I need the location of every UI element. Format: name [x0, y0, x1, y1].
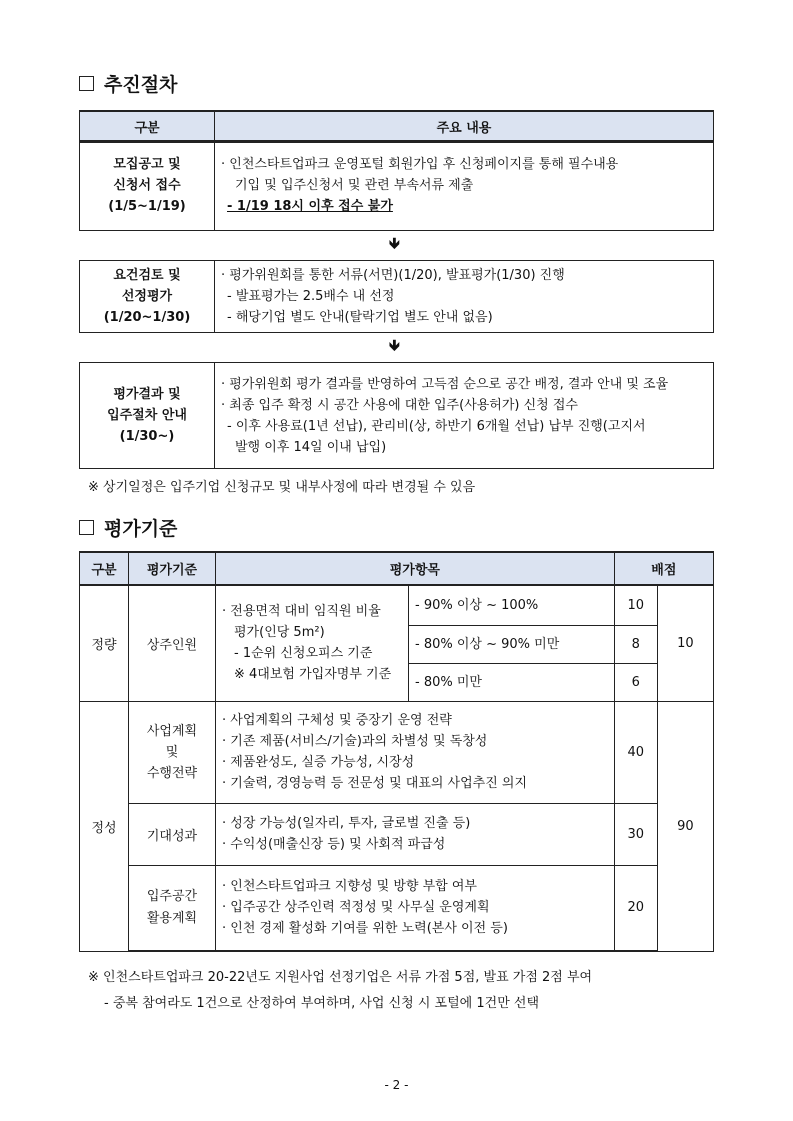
- table-row: [80, 803, 714, 865]
- step-label: 요건검토 및 선정평가 (1/20~1/30): [80, 261, 215, 333]
- bonus-note: ※ 인천스타트업파크 20-22년도 지원사업 선정기업은 서류 가점 5점, 발표 가점 2점 부여: [88, 970, 593, 985]
- range-score: 6: [614, 663, 657, 701]
- section-title-criteria: [79, 514, 177, 541]
- range-score: 8: [614, 625, 657, 663]
- quant-description: · 전용면적 대비 임직원 비율 평가(인당 5m²) - 1순위 신청오피스 기준 ※ 4대보험 가입자명부 기준: [216, 585, 409, 701]
- header-items: 평가항목: [216, 552, 615, 585]
- criterion-space-plan: 입주공간 활용계획: [129, 865, 216, 951]
- range-score: 10: [614, 585, 657, 625]
- criterion-score: 40: [614, 701, 657, 803]
- procedure-step-1: [79, 140, 714, 231]
- table-row: [80, 585, 714, 625]
- category-qual: 정성: [80, 701, 129, 951]
- checkbox-square-icon: [79, 76, 94, 91]
- section-title-text: 평가기준: [104, 518, 178, 540]
- criterion-expected-outcome: 기대성과: [129, 803, 216, 865]
- header-content: 주요 내용: [215, 111, 714, 142]
- quant-total: 10: [657, 585, 713, 701]
- header-criterion: 평가기준: [129, 552, 216, 585]
- section-title-procedure: [79, 70, 177, 97]
- evaluation-table: [79, 551, 714, 952]
- checkbox-square-icon: [79, 520, 94, 535]
- step-body: · 평가위원회 평가 결과를 반영하여 고득점 순으로 공간 배정, 결과 안내 및 조율 · 최종 입주 확정 시 공간 사용에 대한 입주(사용허가) 신청 접수 - 이후 사용료(1년 선납), 관리비(상, 하반기 6개월 선납) 납부 진행(고지서 발행 이후 14일 이내 납입): [215, 363, 714, 469]
- range-label: - 90% 이상 ~ 100%: [409, 585, 615, 625]
- criterion-business-plan: 사업계획 및 수행전략: [129, 701, 216, 803]
- criterion-items: · 인천스타트업파크 지향성 및 방향 부합 여부 · 입주공간 상주인력 적정성 및 사무실 운영계획 · 인천 경제 활성화 기여를 위한 노력(본사 이전 등): [216, 865, 615, 951]
- range-label: - 80% 미만: [409, 663, 615, 701]
- procedure-step-2: [79, 260, 714, 333]
- criterion-score: 30: [614, 803, 657, 865]
- step-body: · 평가위원회를 통한 서류(서면)(1/20), 발표평가(1/30) 진행 - 발표평가는 2.5배수 내 선정 - 해당기업 별도 안내(탈락기업 별도 안내 없음): [215, 261, 714, 333]
- criterion-items: · 사업계획의 구체성 및 중장기 운영 전략 · 기존 제품(서비스/기술)과의 차별성 및 독창성 · 제품완성도, 실증 가능성, 시장성 · 기술력, 경영능력 등 전문성 및 대표의 사업추진 의지: [216, 701, 615, 803]
- bonus-subnote: - 중복 참여라도 1건으로 산정하여 부여하며, 사업 신청 시 포털에 1건만 선택: [104, 996, 540, 1011]
- deadline-warning: - 1/19 18시 이후 접수 불가: [227, 199, 393, 214]
- step-body: · 인천스타트업파크 운영포털 회원가입 후 신청페이지를 통해 필수내용 기입 및 입주신청서 및 관련 부속서류 제출 - 1/19 18시 이후 접수 불가: [215, 141, 714, 231]
- table-row: [80, 701, 714, 803]
- criterion-items: · 성장 가능성(일자리, 투자, 글로벌 진출 등) · 수익성(매출신장 등) 및 사회적 파급성: [216, 803, 615, 865]
- page-number: - 2 -: [384, 1078, 409, 1092]
- step-label: 모집공고 및 신청서 접수 (1/5~1/19): [80, 141, 215, 231]
- header-score: 배점: [614, 552, 713, 585]
- header-category: 구분: [80, 552, 129, 585]
- range-label: - 80% 이상 ~ 90% 미만: [409, 625, 615, 663]
- criterion-score: 20: [614, 865, 657, 951]
- category-quant: 정량: [80, 585, 129, 701]
- header-category: 구분: [80, 111, 215, 142]
- procedure-header-table: [79, 110, 714, 143]
- section-title-text: 추진절차: [104, 74, 178, 96]
- table-row: [80, 865, 714, 951]
- schedule-note: ※ 상기일정은 입주기업 신청규모 및 내부사정에 따라 변경될 수 있음: [88, 480, 476, 495]
- arrow-down-icon: 🡻: [389, 234, 400, 252]
- step-label: 평가결과 및 입주절차 안내 (1/30~): [80, 363, 215, 469]
- criterion-staff: 상주인원: [129, 585, 216, 701]
- arrow-down-icon: 🡻: [389, 336, 400, 354]
- qual-total: 90: [657, 701, 713, 951]
- procedure-step-3: [79, 362, 714, 469]
